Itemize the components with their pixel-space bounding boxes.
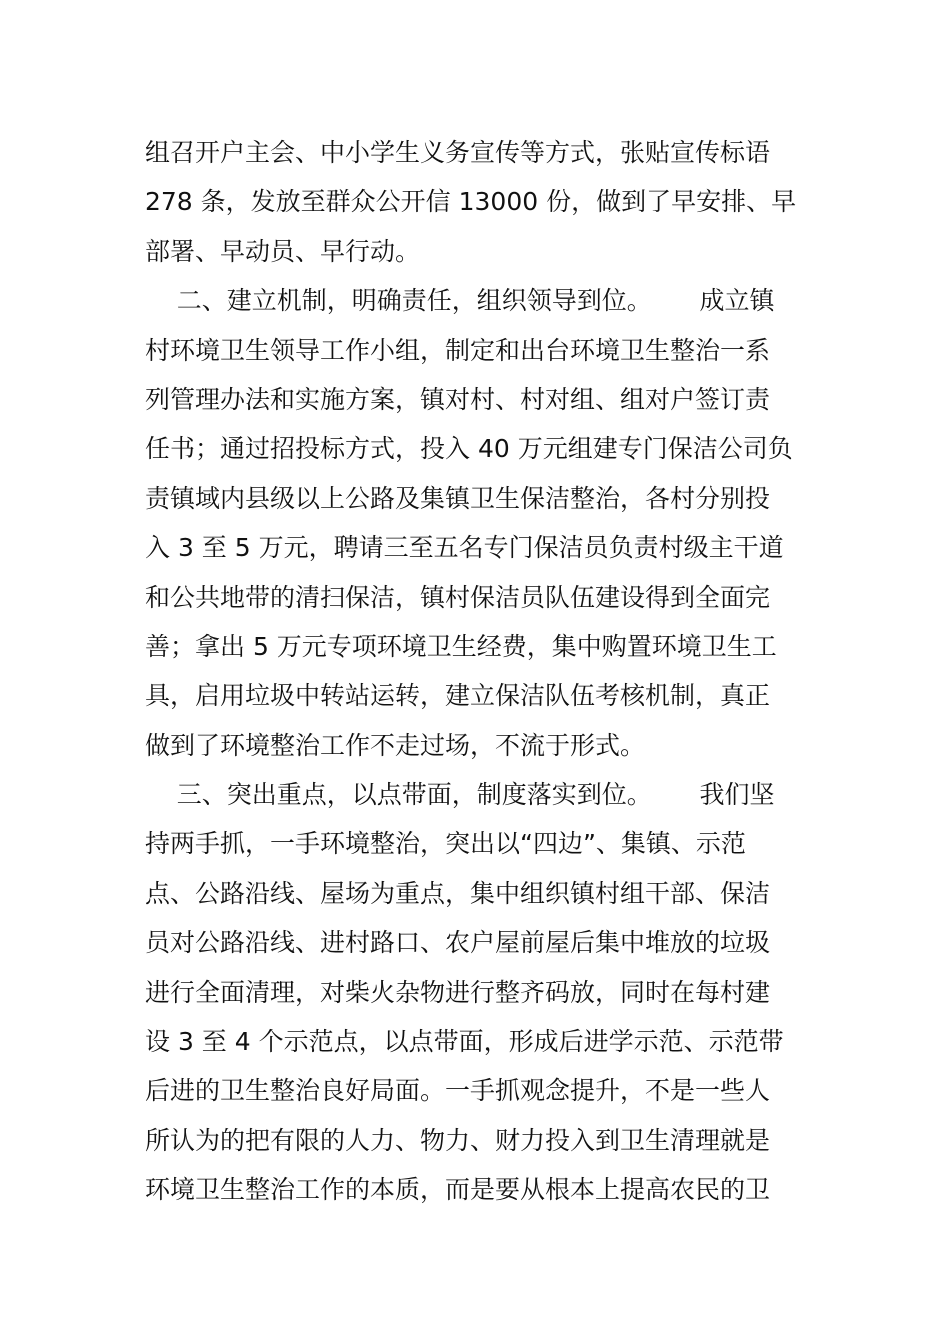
text-line: 持两手抓，一手环境整治，突出以“四边”、集镇、示范 (145, 829, 746, 859)
section-heading-line: 二、建立机制，明确责任，组织领导到位。 成立镇 (145, 286, 775, 316)
text-line: 后进的卫生整治良好局面。一手抓观念提升，不是一些人 (145, 1076, 771, 1106)
text-line: 村环境卫生领导工作小组，制定和出台环境卫生整治一系 (145, 335, 771, 365)
text-line: 任书；通过招投标方式，投入 40 万元组建专门保洁公司负 (145, 434, 793, 464)
text-line: 做到了环境整治工作不走过场，不流于形式。 (145, 730, 646, 760)
text-line: 责镇域内县级以上公路及集镇卫生保洁整治，各村分别投 (145, 483, 771, 513)
body-text (145, 128, 805, 1215)
text-line: 设 3 至 4 个示范点，以点带面，形成后进学示范、示范带 (145, 1027, 784, 1057)
text-line: 环境卫生整治工作的本质，而是要从根本上提高农民的卫 (145, 1175, 771, 1205)
text-line: 具，启用垃圾中转站运转，建立保洁队伍考核机制，真正 (145, 681, 771, 711)
text-line: 所认为的把有限的人力、物力、财力投入到卫生清理就是 (145, 1125, 771, 1155)
text-line: 和公共地带的清扫保洁，镇村保洁员队伍建设得到全面完 (145, 582, 771, 612)
text-line: 点、公路沿线、屋场为重点，集中组织镇村组干部、保洁 (145, 878, 771, 908)
text-line: 员对公路沿线、进村路口、农户屋前屋后集中堆放的垃圾 (145, 928, 771, 958)
text-line: 278 条，发放至群众公开信 13000 份，做到了早安排、早 (145, 187, 797, 217)
text-line: 入 3 至 5 万元，聘请三至五名专门保洁员负责村级主干道 (145, 533, 784, 563)
text-line: 组召开户主会、中小学生义务宣传等方式，张贴宣传标语 (145, 138, 771, 167)
text-line: 列管理办法和实施方案，镇对村、村对组、组对户签订责 (145, 384, 771, 414)
text-line: 善；拿出 5 万元专项环境卫生经费，集中购置环境卫生工 (145, 631, 777, 661)
text-line: 部署、早动员、早行动。 (145, 236, 421, 266)
text-line: 进行全面清理，对柴火杂物进行整齐码放，同时在每村建 (145, 977, 771, 1007)
section-heading-line: 三、突出重点，以点带面，制度落实到位。 我们坚 (145, 780, 775, 810)
